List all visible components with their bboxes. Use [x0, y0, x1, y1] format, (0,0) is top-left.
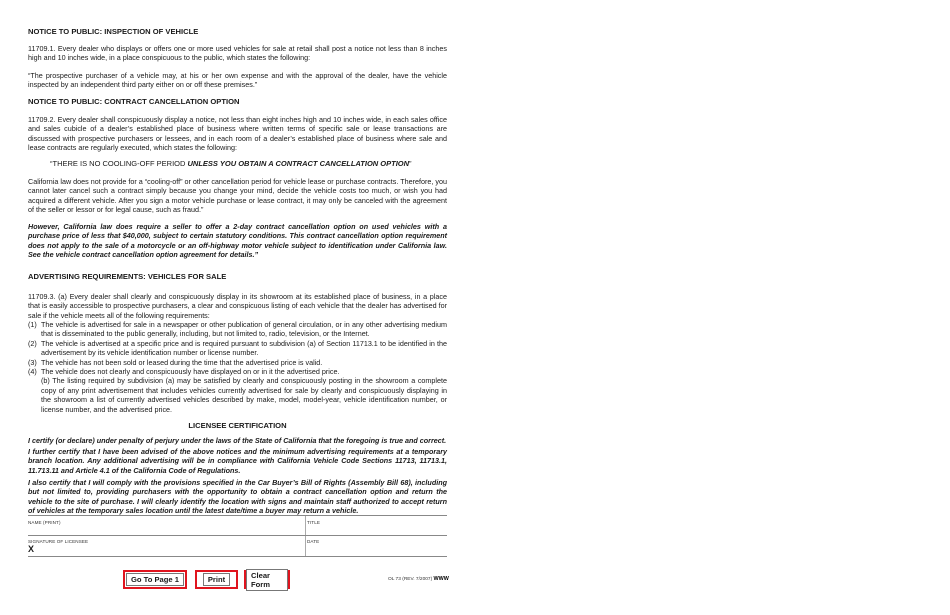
signature-x-mark: X: [28, 544, 35, 554]
cert-advised: I further certify that I have been advised of the above notices and the minimum advertising requirements at a temporary branch location. Any additional advertising will be in compliance with California Vehicle Code Sections 11713, 11713.1, 11.713.11 and Article 4.1 of the California Code of Regulations.: [28, 447, 447, 475]
go-to-page-label: Go To Page 1: [126, 573, 184, 586]
para-b: (b) The listing required by subdivision (a) may be satisfied by clearly and conspicuously posting in the showroom a complete copy of any print advertisement that includes vehicles currently advertised for sale by clearly and conspicuously displaying in the showroom a list of currently advertised vehicles described by make, model, model-year, vehicle identification number, or license number, and the advertised price.: [41, 376, 447, 414]
quote-inspection: “The prospective purchaser of a vehicle may, at his or her own expense and with the approval of the dealer, have the vehicle inspected by an independent third party either on or off these premises.”: [28, 71, 447, 90]
title-label: TITLE: [307, 520, 321, 525]
quote-plain: “THERE IS NO COOLING-OFF PERIOD: [50, 159, 188, 168]
cooling-off-quote: [50, 159, 447, 168]
name-row-line: [28, 535, 447, 536]
form-footer: [388, 576, 449, 582]
signature-label: SIGNATURE OF LICENSEE: [28, 539, 89, 544]
para-cancellation-option: However, California law does require a seller to offer a 2-day contract cancellation option on used vehicles with a purchase price of less that $40,000, subject to certain statutory conditions. This contract cancellation option requirement does not apply to the sale of a motorcycle or an off-highway motor vehicle subject to identification under California law. See the vehicle contract cancellation option agreement for details.”: [28, 222, 447, 260]
signature-row-line: [28, 556, 447, 557]
quote-emphasis: UNLESS YOU OBTAIN A CONTRACT CANCELLATION OPTION: [187, 159, 410, 168]
heading-advertising: ADVERTISING REQUIREMENTS: VEHICLES FOR SALE: [28, 272, 227, 281]
heading-cancellation: NOTICE TO PUBLIC: CONTRACT CANCELLATION OPTION: [28, 97, 240, 106]
licensee-form: [28, 515, 447, 557]
list-item: (3) The vehicle has not been sold or leased during the time that the advertised price is valid.: [28, 357, 323, 367]
clear-form-label: Clear Form: [246, 569, 288, 591]
name-label: NAME (PRINT): [28, 520, 61, 525]
list-item: (1) The vehicle is advertised for sale in a newspaper or other publication of general circulation, or in any other advertising medium that is disseminated to the public generally, including, but not limited to, radio, television, or the Internet.: [28, 320, 447, 339]
clear-form-button[interactable]: [244, 570, 290, 589]
form-code: OL 73 (REV. 7/2007): [388, 577, 434, 582]
print-label: Print: [203, 573, 230, 586]
list-item: (2) The vehicle is advertised at a specific price and is required pursuant to subdivision (a) of Section 11713.1 to be identified in the advertisement by its vehicle identification number or license number.: [28, 338, 447, 358]
list-item: (4) The vehicle does not clearly and conspicuously have displayed on or in it the advertised price.: [28, 367, 340, 377]
requirements-list: [28, 320, 447, 414]
para-cooling-off: California law does not provide for a “cooling-off” or other cancellation period for vehicle lease or purchase contracts. Therefore, you cannot later cancel such a contract simply because you change your mind, decide the vehicle costs too much, or wish you had acquired a different vehicle. After you sign a motor vehicle purchase or lease contract, it may only be canceled with the agreement of the seller or lessor or for legal cause, such as fraud.”: [28, 177, 447, 215]
heading-certification: LICENSEE CERTIFICATION: [188, 421, 287, 430]
go-to-page-button[interactable]: [123, 570, 187, 589]
form-divider: [305, 516, 306, 556]
date-label: DATE: [307, 539, 320, 544]
para-11709-2: 11709.2. Every dealer shall conspicuously display a notice, not less than eight inches high and 10 inches wide, in each sales office and sales cubicle of a dealer’s established place of business where written terms of specific sale or lease transactions are discussed with prospective purchasers or lessees, and in each room of a dealer’s established place of business where sale and lease contracts are regularly executed, which states the following:: [28, 115, 447, 153]
quote-end: ”: [409, 159, 412, 168]
para-11709-3: 11709.3. (a) Every dealer shall clearly and conspicuously display in its showroom at its established place of business, in a place that is easily accessible to prospective purchasers, a clear and conspicuous listing of each vehicle that the dealer has advertised for sale if the vehicle meets all of the following requirements:: [28, 292, 447, 320]
cert-perjury: I certify (or declare) under penalty of perjury under the laws of the State of California that the foregoing is true and correct.: [28, 436, 447, 445]
heading-inspection: NOTICE TO PUBLIC: INSPECTION OF VEHICLE: [28, 27, 199, 36]
www-mark: WWW: [433, 576, 449, 582]
para-11709-1: 11709.1. Every dealer who displays or offers one or more used vehicles for sale at retail shall post a notice not less than 8 inches high and 10 inches wide, in a place conspicuous to the public, which states the following:: [28, 44, 447, 63]
print-button[interactable]: [195, 570, 238, 589]
cert-bill-of-rights: I also certify that I will comply with the provisions specified in the Car Buyer’s Bill of Rights (Assembly Bill 68), including but not limited to, providing purchasers with the opportunity to obtain a contract cancellation option and return the vehicle to the site of purchase. I will clearly identify the location with signs and maintain staff authorized to accept return of vehicles at the temporary sales location until the latest date/time a buyer may return a vehicle.: [28, 478, 447, 516]
